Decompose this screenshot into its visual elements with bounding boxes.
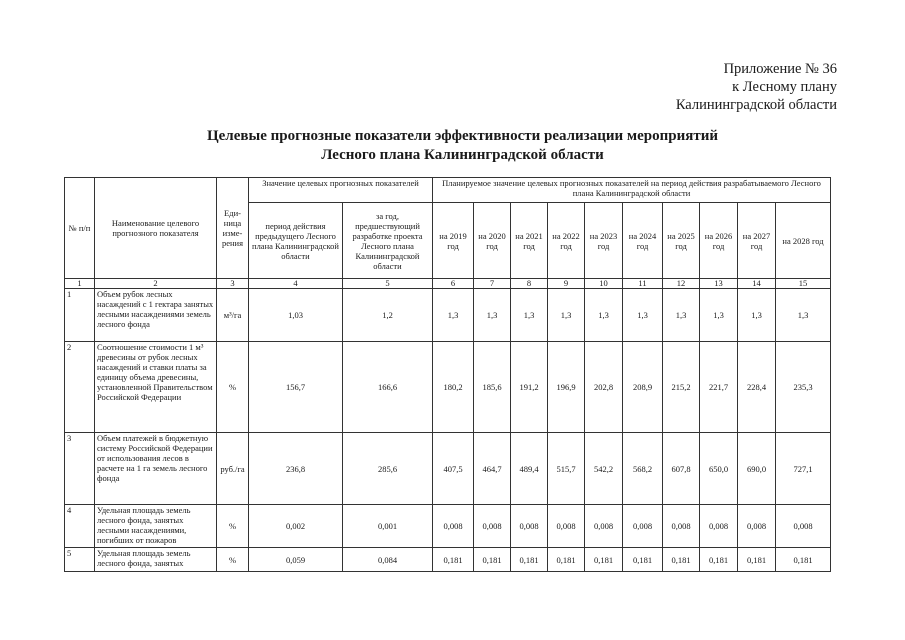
column-number: 11 <box>623 279 663 289</box>
header-year: на 2028 год <box>776 203 831 279</box>
table-row <box>65 342 831 433</box>
value-cell: 1,3 <box>776 289 831 342</box>
value-cell: 0,008 <box>585 505 623 548</box>
indicator-name: Соотношение стоимости 1 м³ древесины от рубок лесных насаждений и ставки платы за единицу объема древесины, установленной Правительством Российской Федерации <box>95 342 217 433</box>
table-row <box>65 505 831 548</box>
appendix-block <box>637 60 837 114</box>
column-number: 3 <box>217 279 249 289</box>
column-numbers-row <box>65 279 831 289</box>
column-number: 10 <box>585 279 623 289</box>
value-cell: 0,008 <box>738 505 776 548</box>
value-cell: 215,2 <box>663 342 700 433</box>
value-cell: 0,002 <box>249 505 343 548</box>
value-cell: 1,3 <box>585 289 623 342</box>
title-line-1: Целевые прогнозные показатели эффективности реализации мероприятий <box>206 128 718 144</box>
value-cell: 0,084 <box>343 548 433 572</box>
column-number: 9 <box>548 279 585 289</box>
unit-cell: руб./га <box>217 433 249 505</box>
value-cell: 727,1 <box>776 433 831 505</box>
header-year: на 2022 год <box>548 203 585 279</box>
value-cell: 0,181 <box>511 548 548 572</box>
value-cell: 1,3 <box>700 289 738 342</box>
appendix-line-2: к Лесному плану <box>732 79 837 95</box>
value-cell: 515,7 <box>548 433 585 505</box>
value-cell: 1,3 <box>433 289 474 342</box>
value-cell: 1,3 <box>663 289 700 342</box>
value-cell: 1,3 <box>738 289 776 342</box>
value-cell: 0,008 <box>776 505 831 548</box>
column-number: 5 <box>343 279 433 289</box>
value-cell: 202,8 <box>585 342 623 433</box>
column-number: 2 <box>95 279 217 289</box>
value-cell: 0,059 <box>249 548 343 572</box>
header-current-period: период действия предыдущего Лесного плана Калининградской области <box>249 203 343 279</box>
value-cell: 228,4 <box>738 342 776 433</box>
appendix-line-1: Приложение № 36 <box>723 61 837 77</box>
value-cell: 0,008 <box>474 505 511 548</box>
value-cell: 235,3 <box>776 342 831 433</box>
unit-cell: % <box>217 548 249 572</box>
value-cell: 0,181 <box>663 548 700 572</box>
value-cell: 690,0 <box>738 433 776 505</box>
row-number: 3 <box>65 433 95 505</box>
value-cell: 0,181 <box>585 548 623 572</box>
value-cell: 1,3 <box>474 289 511 342</box>
value-cell: 407,5 <box>433 433 474 505</box>
unit-cell: % <box>217 505 249 548</box>
header-year: на 2026 год <box>700 203 738 279</box>
header-prev-year: за год, предшествующий разработке проекта Лесного плана Калининградской области <box>343 203 433 279</box>
value-cell: 1,03 <box>249 289 343 342</box>
value-cell: 196,9 <box>548 342 585 433</box>
value-cell: 0,181 <box>474 548 511 572</box>
value-cell: 0,181 <box>548 548 585 572</box>
row-number: 4 <box>65 505 95 548</box>
value-cell: 285,6 <box>343 433 433 505</box>
indicator-name: Удельная площадь земель лесного фонда, занятых <box>95 548 217 572</box>
header-num: № п/п <box>65 178 95 279</box>
value-cell: 236,8 <box>249 433 343 505</box>
value-cell: 650,0 <box>700 433 738 505</box>
value-cell: 166,6 <box>343 342 433 433</box>
indicator-name: Объем рубок лесных насаждений с 1 гектара занятых лесными насаждениями земель лесного фонда <box>95 289 217 342</box>
title-line-2: Лесного плана Калининградской области <box>321 147 604 163</box>
value-cell: 208,9 <box>623 342 663 433</box>
value-cell: 464,7 <box>474 433 511 505</box>
value-cell: 489,4 <box>511 433 548 505</box>
indicator-name: Объем платежей в бюджетную систему Российской Федерации от использования лесов в расчете на 1 га земель лесного фонда <box>95 433 217 505</box>
indicators-table <box>64 177 831 572</box>
column-number: 4 <box>249 279 343 289</box>
value-cell: 568,2 <box>623 433 663 505</box>
header-year: на 2019 год <box>433 203 474 279</box>
row-number: 5 <box>65 548 95 572</box>
value-cell: 1,3 <box>511 289 548 342</box>
column-number: 8 <box>511 279 548 289</box>
value-cell: 0,008 <box>663 505 700 548</box>
header-name: Наименование целевого прогнозного показателя <box>95 178 217 279</box>
column-number: 15 <box>776 279 831 289</box>
header-year: на 2024 год <box>623 203 663 279</box>
value-cell: 542,2 <box>585 433 623 505</box>
header-year: на 2025 год <box>663 203 700 279</box>
unit-cell: % <box>217 342 249 433</box>
table-row <box>65 433 831 505</box>
row-number: 1 <box>65 289 95 342</box>
column-number: 6 <box>433 279 474 289</box>
appendix-line-3: Калининградской области <box>675 97 837 113</box>
header-year: на 2021 год <box>511 203 548 279</box>
value-cell: 156,7 <box>249 342 343 433</box>
header-unit: Еди-ница изме-рения <box>217 178 249 279</box>
value-cell: 0,008 <box>623 505 663 548</box>
column-number: 1 <box>65 279 95 289</box>
unit-cell: м³/га <box>217 289 249 342</box>
table-row <box>65 548 831 572</box>
table-row <box>65 289 831 342</box>
header-year: на 2027 год <box>738 203 776 279</box>
document-title <box>0 127 905 165</box>
value-cell: 0,008 <box>433 505 474 548</box>
header-target-group: Значение целевых прогнозных показателей <box>249 178 433 203</box>
column-number: 14 <box>738 279 776 289</box>
header-year: на 2020 год <box>474 203 511 279</box>
value-cell: 0,001 <box>343 505 433 548</box>
value-cell: 0,181 <box>738 548 776 572</box>
value-cell: 191,2 <box>511 342 548 433</box>
column-number: 7 <box>474 279 511 289</box>
value-cell: 607,8 <box>663 433 700 505</box>
indicator-name: Удельная площадь земель лесного фонда, занятых лесными насаждениями, погибших от пожаров <box>95 505 217 548</box>
value-cell: 221,7 <box>700 342 738 433</box>
column-number: 12 <box>663 279 700 289</box>
value-cell: 180,2 <box>433 342 474 433</box>
value-cell: 0,008 <box>511 505 548 548</box>
header-year: на 2023 год <box>585 203 623 279</box>
value-cell: 0,181 <box>700 548 738 572</box>
value-cell: 1,2 <box>343 289 433 342</box>
value-cell: 1,3 <box>623 289 663 342</box>
value-cell: 0,008 <box>700 505 738 548</box>
column-number: 13 <box>700 279 738 289</box>
value-cell: 1,3 <box>548 289 585 342</box>
row-number: 2 <box>65 342 95 433</box>
value-cell: 0,181 <box>433 548 474 572</box>
value-cell: 0,181 <box>623 548 663 572</box>
value-cell: 185,6 <box>474 342 511 433</box>
value-cell: 0,181 <box>776 548 831 572</box>
value-cell: 0,008 <box>548 505 585 548</box>
header-planned-group: Планируемое значение целевых прогнозных показателей на период действия разрабатываемого Лесного плана Калининградской области <box>433 178 831 203</box>
